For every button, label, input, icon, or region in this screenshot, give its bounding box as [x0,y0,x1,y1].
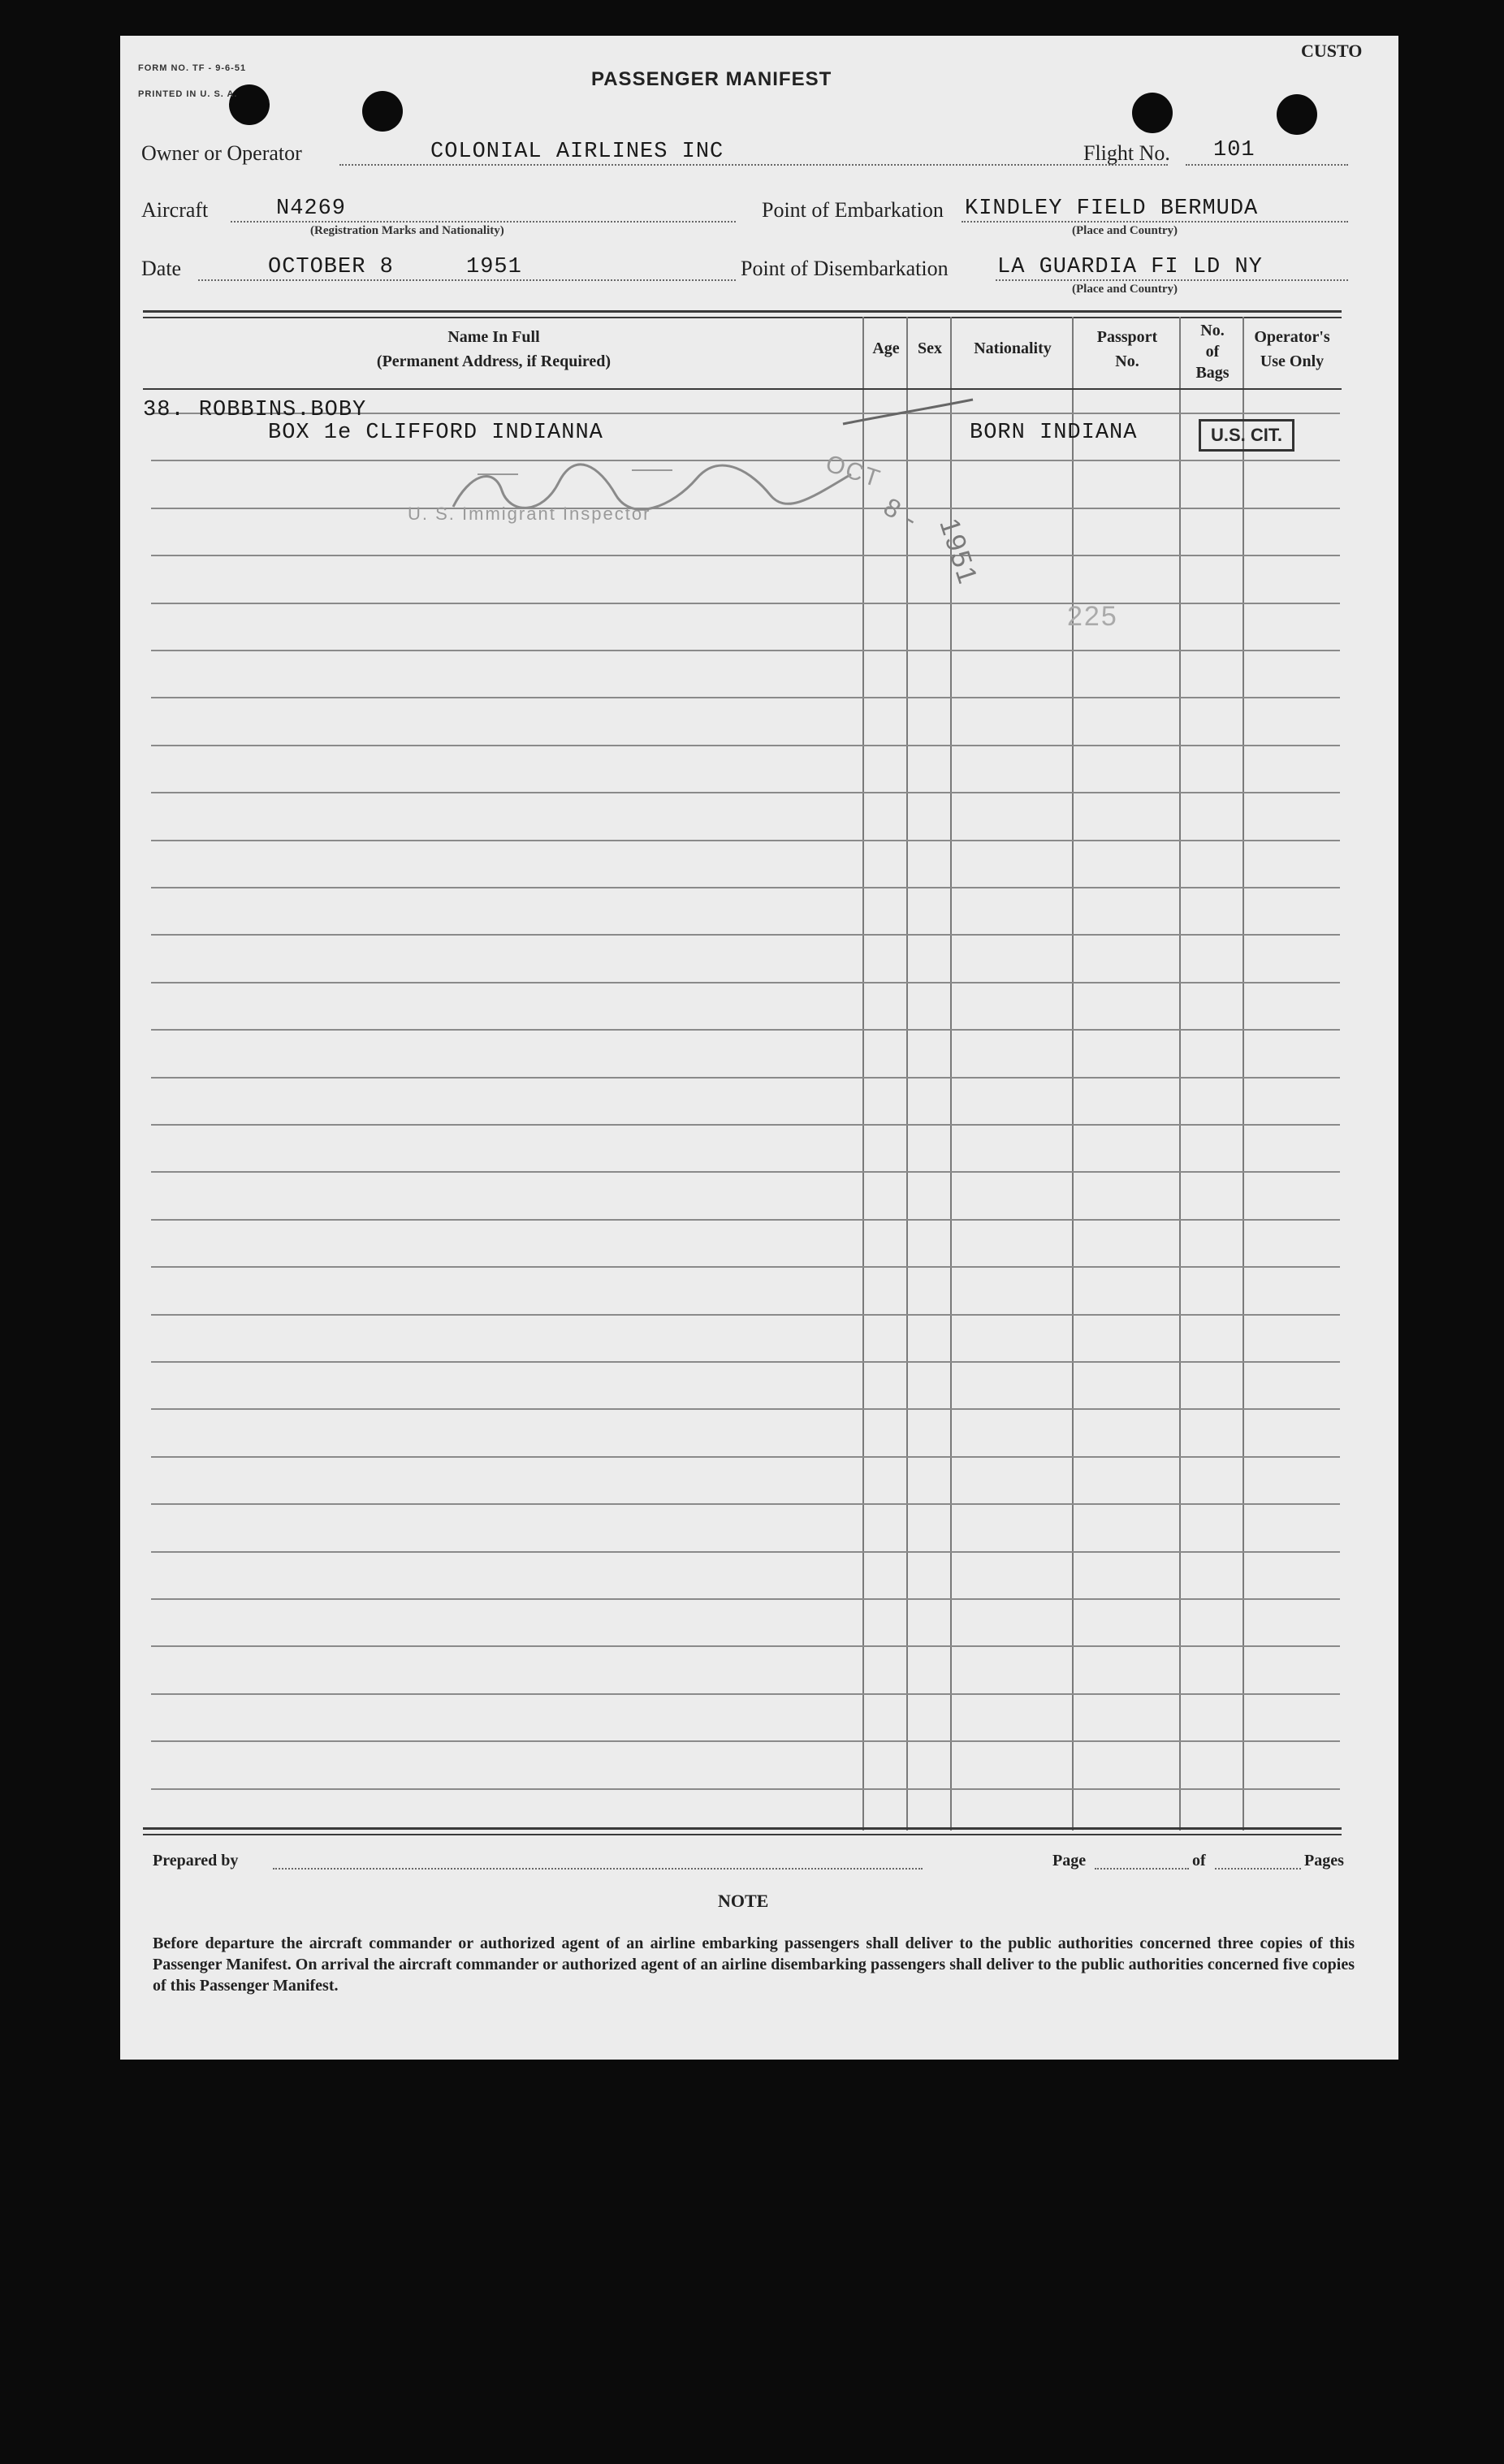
flight-dotted-line [1186,164,1348,166]
ruled-line [151,1456,1340,1458]
ruled-line [151,1503,1340,1505]
aircraft-value: N4269 [276,197,347,221]
ruled-line [151,1693,1340,1695]
column-divider [1072,317,1074,1831]
column-header-name [234,325,754,374]
owner-dotted-line [339,164,1168,166]
disembarkation-dotted-line [996,279,1348,281]
ruled-line [151,1408,1340,1410]
page-title: PASSENGER MANIFEST [591,68,832,90]
ruled-line [151,934,1340,936]
punch-hole [362,91,403,132]
page-dotted-line [1095,1868,1189,1870]
column-header-passport [1074,325,1181,374]
of-label: of [1192,1852,1206,1870]
ruled-line [151,1740,1340,1742]
prepared-by-label: Prepared by [153,1852,239,1870]
date-dotted-line [198,279,736,281]
ruled-line [151,1314,1340,1316]
owner-label: Owner or Operator [141,141,302,165]
stamp-date-fragment: 1951 [933,514,984,589]
table-bottom-rule [143,1827,1342,1830]
table-top-rule [143,310,1342,313]
ruled-line [151,1551,1340,1553]
date-year: 1951 [466,255,522,279]
disembarkation-value: LA GUARDIA FI LD NY [997,255,1263,279]
column-header-operator-line2: Use Only [1260,352,1325,370]
embarkation-value: KINDLEY FIELD BERMUDA [965,197,1259,221]
table-bottom-rule-inner [143,1834,1342,1835]
ruled-line [151,603,1340,604]
aircraft-label: Aircraft [141,198,209,222]
ruled-line [151,1266,1340,1268]
column-divider [906,317,908,1831]
date-label: Date [141,257,182,280]
column-header-name-line1: Name In Full [447,328,540,346]
ruled-line [151,1361,1340,1363]
flight-label: Flight No. [1083,141,1170,165]
ruled-line [151,1788,1340,1790]
embarkation-label: Point of Embarkation [762,198,944,222]
column-header-bags-line3: Bags [1195,364,1230,382]
ruled-line [151,792,1340,793]
embarkation-dotted-line [962,221,1348,223]
column-divider [862,317,864,1831]
column-header-nationality: Nationality [974,339,1052,357]
punch-hole [1132,93,1173,133]
ruled-line [151,840,1340,841]
inspector-title: U. S. Immigrant Inspector [408,504,651,524]
passenger-name: 38. ROBBINS.BOBY [143,398,367,422]
owner-value: COLONIAL AIRLINES INC [430,140,724,164]
column-header-bags-line2: of [1205,343,1220,361]
stamp-date-fragment: 8 - [879,491,924,535]
aircraft-dotted-line [231,221,736,223]
ruled-line [151,982,1340,983]
aircraft-note: (Registration Marks and Nationality) [310,224,504,237]
column-header-passport-line2: No. [1115,352,1139,370]
ruled-line [151,1124,1340,1126]
stamp-date-fragment: OCT [822,450,884,493]
ruled-line [151,1077,1340,1079]
date-month-day: OCTOBER 8 [268,255,394,279]
passenger-nationality: BORN INDIANA [970,421,1138,445]
ruled-line [151,745,1340,746]
pages-label: Pages [1304,1852,1344,1870]
column-divider [1243,317,1244,1831]
ruled-line [151,1219,1340,1221]
ruled-line [151,1645,1340,1647]
note-text: Before departure the aircraft commander or authorized agent of an airline embarking passengers shall deliver to the public authorities concerned three copies of this Passenger Manifest. On arrival the aircraft commander or authorized agent of an airline disembarking passengers shall deliver to the public authorities concerned five copies of this Passenger Manifest. [153,1934,1355,1995]
stamp-number: 225 [1067,601,1118,632]
column-header-operator-line1: Operator's [1254,328,1330,346]
ruled-line [151,887,1340,888]
of-dotted-line [1215,1868,1301,1870]
prepared-by-dotted-line [273,1868,923,1870]
ruled-line [151,1029,1340,1031]
column-header-sex: Sex [918,339,942,357]
ruled-line [151,1171,1340,1173]
disembarkation-note: (Place and Country) [1072,283,1178,296]
form-number [138,55,246,107]
column-header-passport-line1: Passport [1096,328,1158,346]
ruled-line [151,1598,1340,1600]
table-top-rule-inner [143,317,1342,318]
punch-hole [1277,94,1317,135]
form-number-line: FORM NO. TF - 9-6-51 [138,63,247,73]
us-citizen-stamp: U.S. CIT. [1199,419,1294,452]
embarkation-note: (Place and Country) [1072,224,1178,237]
flight-value: 101 [1213,138,1255,162]
note-heading: NOTE [718,1891,769,1911]
corner-text: CUSTO [1301,41,1363,61]
ruled-line [151,555,1340,556]
header-bottom-rule [143,388,1342,390]
column-header-age: Age [872,339,900,357]
printed-in-line: PRINTED IN U. S. A. [138,89,238,99]
manifest-form [120,36,1398,2060]
page-label: Page [1052,1852,1087,1870]
column-header-bags [1181,320,1244,383]
column-divider [1179,317,1181,1831]
column-header-operator [1244,325,1340,374]
column-header-bags-line1: No. [1200,322,1225,339]
disembarkation-label: Point of Disembarkation [741,257,949,280]
column-header-name-line2: (Permanent Address, if Required) [376,352,612,370]
pen-stroke [835,393,981,434]
ruled-line [151,697,1340,698]
passenger-address: BOX 1e CLIFFORD INDIANNA [268,421,603,445]
ruled-line [151,650,1340,651]
